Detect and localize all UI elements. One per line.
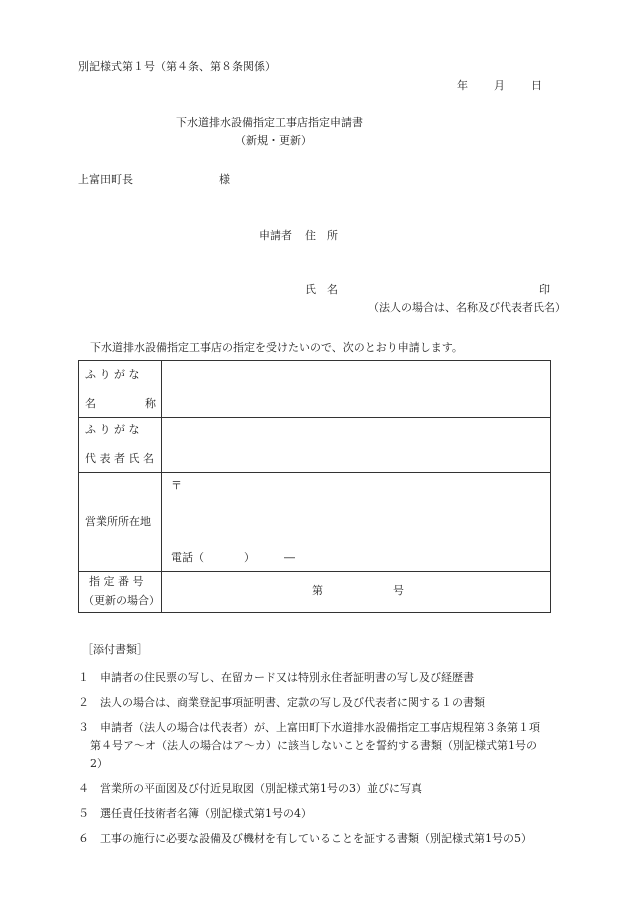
addressee-honorific: 様 xyxy=(219,173,230,186)
representative-name-label: 代 表 者 氏 名 xyxy=(85,452,154,465)
office-location-label: 営業所所在地 xyxy=(85,515,151,528)
attachment-item-1: １ 申請者の住民票の写し、在留カード又は特別永住者証明書の写し及び経歴書 xyxy=(78,671,474,684)
phone-label: 電話（ xyxy=(171,551,204,564)
designation-go: 号 xyxy=(393,584,404,597)
applicant-address-label: 住 所 xyxy=(305,229,338,242)
date-day-label: 日 xyxy=(531,79,542,92)
phone-close-paren: ） xyxy=(244,551,255,564)
table-row-divider xyxy=(79,571,550,572)
renewal-note: （更新の場合） xyxy=(83,594,160,607)
table-column-divider xyxy=(161,361,162,612)
application-table xyxy=(78,360,551,613)
table-row-divider xyxy=(79,417,550,418)
request-statement: 下水道排水設備指定工事店の指定を受けたいので、次のとおり申請します。 xyxy=(90,341,463,354)
name-label-right: 称 xyxy=(145,397,156,410)
seal-mark: 印 xyxy=(539,283,550,296)
name-label-left: 名 xyxy=(85,397,96,410)
postal-mark: 〒 xyxy=(171,479,182,492)
designation-number-label: 指 定 番 号 xyxy=(89,575,144,588)
furigana-label: ふ り が な xyxy=(85,368,140,381)
applicant-name-label: 氏 名 xyxy=(305,283,338,296)
attachments-heading: ［添付書類］ xyxy=(82,643,148,656)
attachment-item-3-end: 2） xyxy=(90,757,108,770)
attachment-item-5: ５ 選任責任技術者名簿（別記様式第1号の4） xyxy=(78,807,312,820)
applicant-note: （法人の場合は、名称及び代表者氏名） xyxy=(368,301,566,314)
document-subtitle: （新規・更新） xyxy=(235,134,312,147)
attachment-item-6: ６ 工事の施行に必要な設備及び機材を有していることを証する書類（別記様式第1号の5） xyxy=(78,832,532,845)
furigana-label-2: ふ り が な xyxy=(85,423,140,436)
attachment-item-2: ２ 法人の場合は、商業登記事項証明書、定款の写し及び代表者に関する１の書類 xyxy=(78,696,485,709)
form-reference: 別記様式第１号（第４条、第８条関係） xyxy=(78,60,276,73)
applicant-label: 申請者 xyxy=(259,229,292,242)
addressee-name: 上富田町長 xyxy=(78,173,133,186)
attachment-item-4: ４ 営業所の平面図及び付近見取図（別記様式第1号の3）並びに写真 xyxy=(78,782,422,795)
document-title: 下水道排水設備指定工事店指定申請書 xyxy=(176,116,363,129)
phone-dash: ― xyxy=(284,551,295,564)
date-year-label: 年 xyxy=(457,79,468,92)
date-month-label: 月 xyxy=(494,79,505,92)
attachment-item-3-cont: 第４号ア～オ（法人の場合はア～カ）に該当しないことを誓約する書類（別記様式第1号の xyxy=(90,739,537,752)
table-row-divider xyxy=(79,472,550,473)
attachment-item-3: ３ 申請者（法人の場合は代表者）が、上富田町下水道排水設備指定工事店規程第３条第１項 xyxy=(78,721,540,734)
designation-dai: 第 xyxy=(312,584,323,597)
